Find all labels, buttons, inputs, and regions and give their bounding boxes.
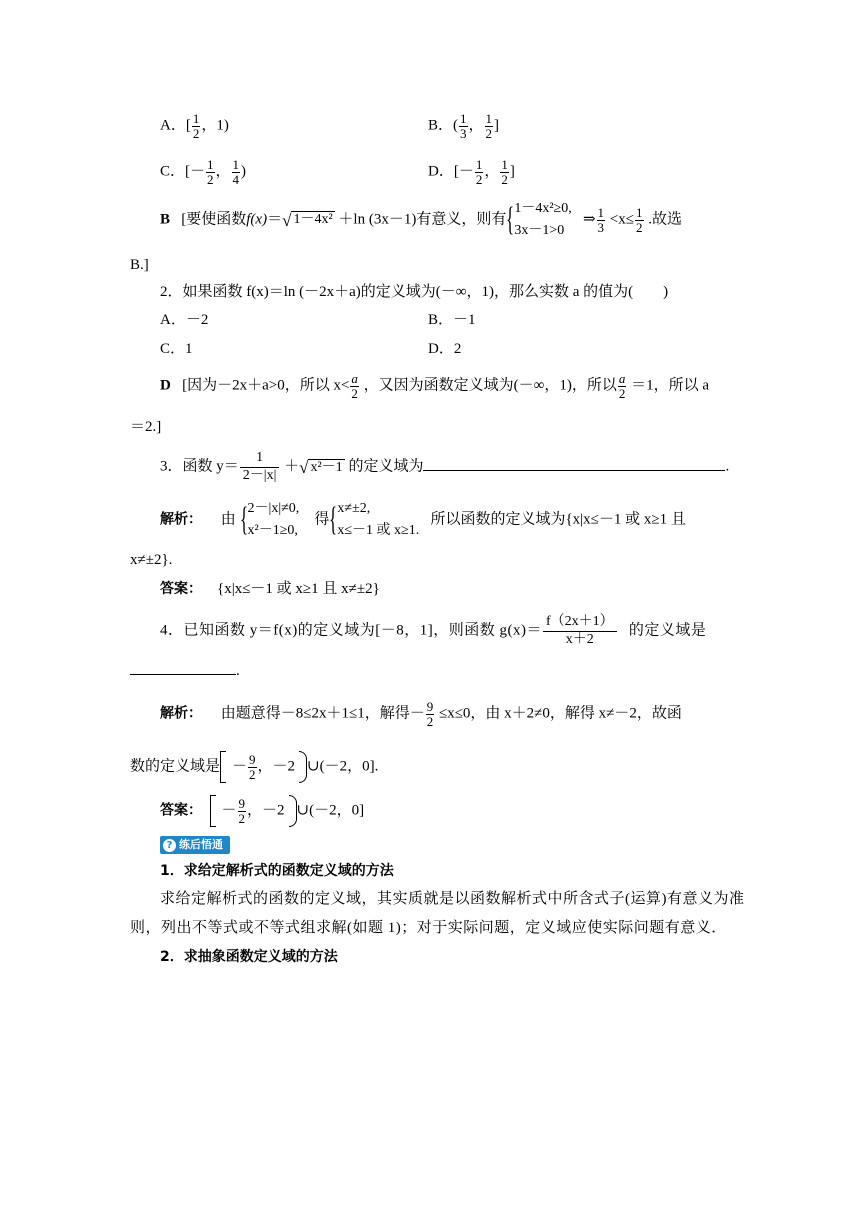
q3-solution-text-2: 得 <box>314 511 330 528</box>
solution-label: 解析： <box>160 705 202 722</box>
q1-option-a <box>160 112 229 140</box>
fraction <box>426 700 435 728</box>
summary-paragraph-line-1: 求给定解析式的函数的定义域，其实质就是以函数解析式中所含式子(运算)有意义为准 <box>160 891 745 907</box>
inequality-system: { 2－|x|≠0, x²－1≥0, <box>240 498 300 542</box>
q4-blank-line <box>130 664 240 679</box>
interval-end: ，－2 <box>257 758 296 775</box>
minus-sign: － <box>221 802 237 819</box>
q3-solution-text: 由 <box>220 511 236 528</box>
fraction <box>543 614 617 648</box>
summary-paragraph-line-2: 则，列出不等式或不等式组求解(如题 1)；对于实际问题，定义域应使实际问题有意义． <box>130 920 727 936</box>
q1-option-b-tail: ] <box>494 117 500 134</box>
q2-option-d: D．2 <box>428 341 462 357</box>
numerator: 9 <box>249 752 256 767</box>
inequality-system: { 1－4x²≥0, 3x－1>0 <box>506 198 571 242</box>
answer-blank <box>130 674 236 675</box>
period: . <box>236 663 240 679</box>
answer-blank <box>423 470 725 471</box>
q1-option-a-tail: ，1) <box>201 117 229 134</box>
separator: ， <box>484 163 500 180</box>
denominator: 2 <box>207 171 214 187</box>
fraction <box>459 112 468 140</box>
period: . <box>725 458 730 475</box>
fraction <box>618 372 627 400</box>
plus-sign: ＋ <box>284 458 300 475</box>
fraction <box>500 158 509 186</box>
system-row: x²－1≥0, <box>247 523 298 538</box>
q3-stem <box>160 450 729 484</box>
denominator: 2 <box>485 125 493 141</box>
numerator: a <box>618 371 626 386</box>
denominator: 2 <box>501 171 508 187</box>
system-row: x≠±2, <box>337 501 371 516</box>
q1-option-b-label: B．( <box>428 117 459 134</box>
interval-end: ，－2 <box>247 802 285 819</box>
separator: ， <box>215 163 231 180</box>
q2-option-b: B．－1 <box>428 312 476 328</box>
q4-solution-text-4: ∪(－2，0]. <box>307 758 379 775</box>
q1-solution-text: [要使函数 <box>181 211 247 228</box>
q2-solution-text-3: ＝1，所以 a <box>631 377 710 394</box>
q3-stem-text: 3．函数 y＝ <box>160 458 239 475</box>
q2-solution-text: [因为－2x＋a>0，所以 x< <box>182 377 350 394</box>
fraction <box>350 372 359 400</box>
q1-option-d <box>428 158 515 186</box>
q4-stem-text-2: 的定义域是 <box>628 622 707 639</box>
q1-solution-end: .故选 <box>648 211 683 228</box>
inequality-text: <x≤ <box>609 211 634 228</box>
q3-solution-tail: x≠±2}. <box>130 552 173 568</box>
fraction <box>206 158 215 186</box>
q1-option-d-tail: ] <box>509 163 515 180</box>
q4-stem-text: 4．已知函数 y＝f(x)的定义域为[－8，1]，则函数 g(x)＝ <box>160 622 542 639</box>
inequality-system: { x≠±2, x≤－1 或 x≥1. <box>329 498 419 542</box>
q2-solution-text-2: ，又因为函数定义域为(－∞，1)，所以 <box>363 377 617 394</box>
denominator: 2 <box>475 171 483 187</box>
q4-solution-line <box>160 700 682 728</box>
answer-label: 答案： <box>160 581 202 597</box>
summary-heading-1: 1．求给定解析式的函数定义域的方法 <box>160 863 394 879</box>
interval-bracket <box>210 797 297 825</box>
numerator: 1 <box>192 111 200 126</box>
denominator: 2 <box>618 385 626 401</box>
numerator: 1 <box>485 111 493 126</box>
minus-sign: － <box>232 758 248 775</box>
summary-badge <box>160 836 230 854</box>
q3-stem-text-2: 的定义域为 <box>348 458 424 475</box>
fraction <box>192 112 201 140</box>
numerator: 1 <box>232 157 240 172</box>
denominator: 2 <box>351 385 358 401</box>
q3-solution-line <box>160 498 686 542</box>
q1-option-d-label: D．[－ <box>428 163 474 180</box>
q4-stem <box>160 614 706 648</box>
function-name: f(x) <box>246 211 268 228</box>
system-row: x≤－1 或 x≥1. <box>337 523 420 538</box>
denominator: 4 <box>232 171 240 187</box>
numerator: 1 <box>207 157 214 172</box>
numerator: 1 <box>475 157 483 172</box>
system-row: 3x－1>0 <box>514 223 565 238</box>
fraction <box>485 112 494 140</box>
numerator: 9 <box>238 796 246 811</box>
denominator: 2 <box>636 219 643 235</box>
solution-label: 解析： <box>160 511 202 528</box>
q3-solution-text-3: 所以函数的定义域为{x|x≤－1 或 x≥1 且 <box>430 511 686 528</box>
fraction <box>232 158 241 186</box>
q1-option-c-label: C．[－ <box>160 163 206 180</box>
fraction <box>238 797 247 825</box>
fraction <box>597 206 606 234</box>
denominator: 2 <box>238 810 246 826</box>
q2-option-c: C．1 <box>160 341 193 357</box>
q1-option-c <box>160 158 246 186</box>
square-root: √ x²－1 <box>299 457 343 477</box>
q2-solution-tail: ＝2.] <box>130 419 162 435</box>
numerator: 1 <box>256 450 264 465</box>
q4-solution-text-3: 数的定义域是 <box>130 758 221 775</box>
numerator: 1 <box>636 204 643 220</box>
lightbulb-icon: ? <box>163 839 176 852</box>
q1-solution-line <box>160 198 682 242</box>
answer-label: 答案： <box>160 802 202 819</box>
system-row: 2－|x|≠0, <box>247 501 300 516</box>
q1-solution-tail: B.] <box>130 257 149 273</box>
interval-bracket <box>220 753 307 781</box>
q1-option-b <box>428 112 499 140</box>
radicand: x²－1 <box>310 459 343 475</box>
denominator: 2 <box>192 125 200 141</box>
equals-sign: ＝ <box>267 211 283 228</box>
q1-solution-text-2: ＋ln (3x－1)有意义，则有 <box>338 211 507 228</box>
numerator: a <box>351 371 358 386</box>
radicand: 1－4x² <box>293 212 333 228</box>
q1-answer-key: B <box>160 211 171 228</box>
q2-solution-line <box>160 372 709 400</box>
q1-option-a-label: A．[ <box>160 117 191 134</box>
q4-answer-tail: ∪(－2，0] <box>296 802 365 819</box>
denominator: 2 <box>426 713 434 729</box>
fraction <box>248 753 257 781</box>
q2-answer-key: D <box>160 377 171 394</box>
separator: ， <box>468 117 484 134</box>
implies-symbol: ⇒ <box>582 211 596 228</box>
q4-answer-line <box>160 797 364 825</box>
summary-badge-label: 练后悟通 <box>179 838 223 851</box>
numerator: 1 <box>501 157 508 172</box>
q2-option-a: A．－2 <box>160 312 209 328</box>
summary-heading-2: 2．求抽象函数定义域的方法 <box>160 949 338 965</box>
denominator: 2 <box>249 766 256 782</box>
numerator: 1 <box>597 204 605 220</box>
q2-stem: 2．如果函数 f(x)＝ln (－2x＋a)的定义域为(－∞，1)，那么实数 a 的值为( ) <box>160 284 669 300</box>
square-root: √ 1－4x² <box>282 210 333 230</box>
fraction <box>240 450 280 484</box>
numerator: 9 <box>426 699 434 714</box>
q4-solution-text: 由题意得－8≤2x＋1≤1，解得－ <box>220 705 425 722</box>
denominator: 3 <box>460 125 467 141</box>
fraction <box>475 158 484 186</box>
q4-solution-text-2: ≤x≤0，由 x＋2≠0，解得 x≠－2，故函 <box>438 705 682 722</box>
q3-answer: {x|x≤－1 或 x≥1 且 x≠±2} <box>217 581 380 597</box>
q1-option-c-tail: ) <box>241 163 247 180</box>
fraction <box>635 206 644 234</box>
denominator: 2－|x| <box>240 467 280 485</box>
numerator: 1 <box>460 111 467 126</box>
numerator: f（2x＋1） <box>545 614 614 629</box>
system-row: 1－4x²≥0, <box>514 201 572 216</box>
q4-solution-line-2 <box>130 753 378 781</box>
denominator: x＋2 <box>543 631 617 649</box>
q3-answer-line <box>160 582 380 597</box>
denominator: 3 <box>597 219 605 235</box>
